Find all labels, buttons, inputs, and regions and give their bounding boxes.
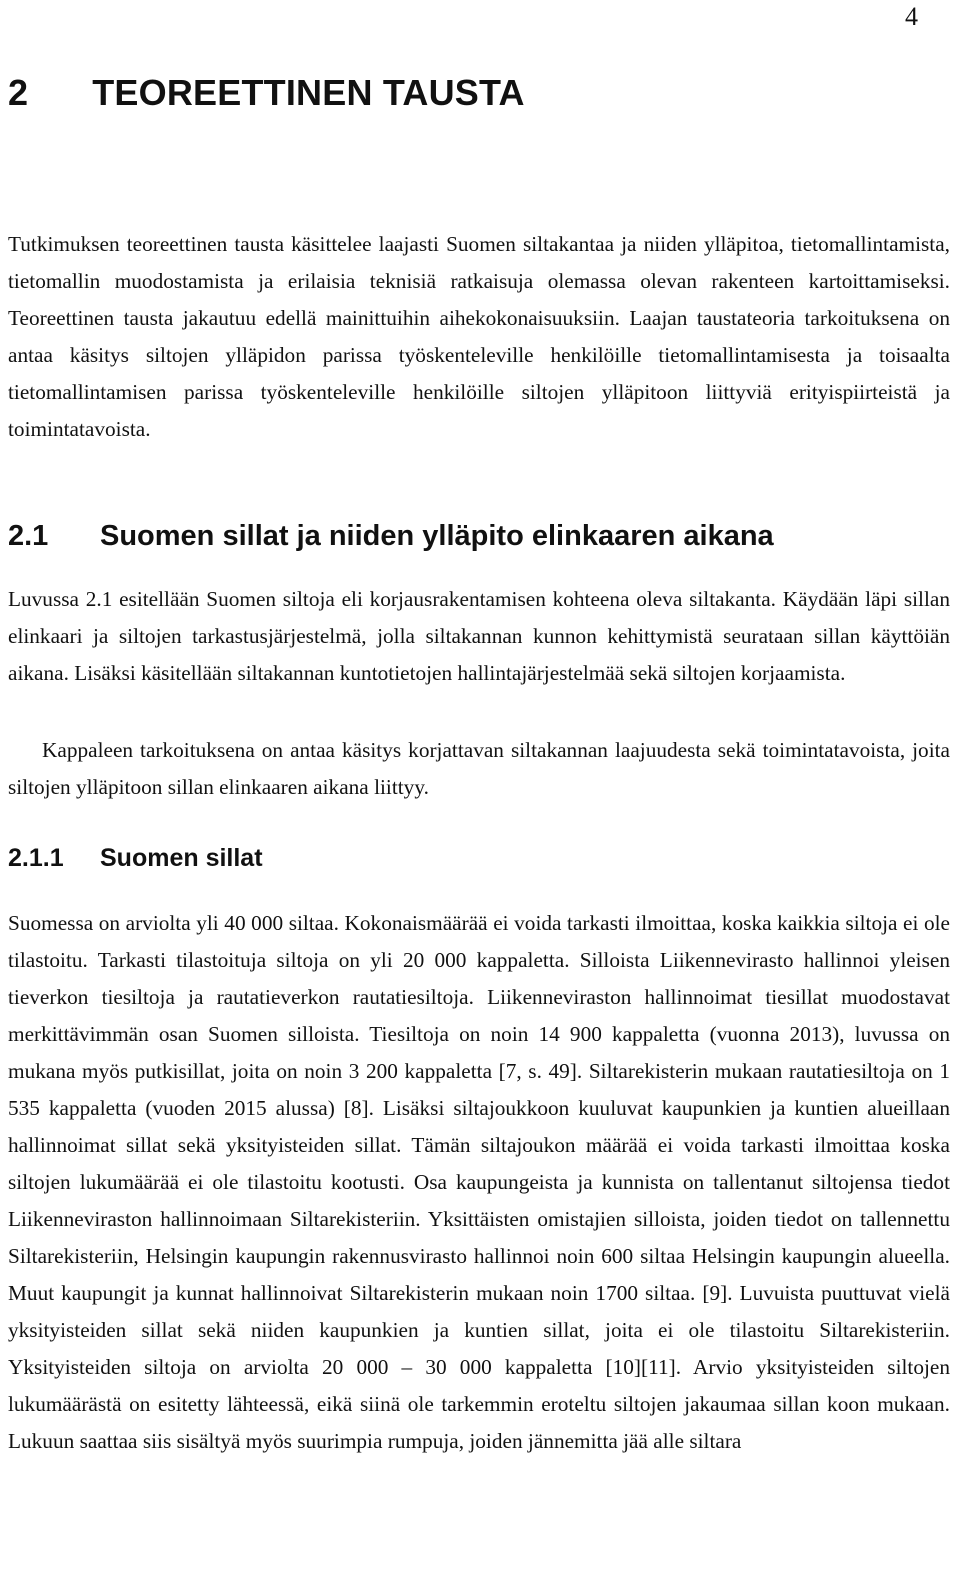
chapter-title: TEOREETTINEN TAUSTA [92, 72, 525, 113]
section-number: 2.1 [8, 520, 49, 552]
section-paragraph-1: Luvussa 2.1 esitellään Suomen siltoja eli korjausrakentamisen kohteena oleva siltakanta. Käydään läpi sillan elinkaari ja siltojen tarkastusjärjestelmä, jolla siltakannan kunnon kehittymistä seurataan sillan käyttöiän aikana. Lisäksi käsitellään siltakannan kuntotietojen hallintajärjestelmää sekä siltojen korjaamista. [8, 587, 950, 685]
section-heading [8, 520, 774, 553]
page-number: 4 [905, 2, 918, 31]
subsection-paragraph: Suomessa on arviolta yli 40 000 siltaa. Kokonaismäärää ei voida tarkasti ilmoittaa, koska kaikkia siltoja ei ole tilastoitu. Tarkasti tilastoituja siltoja on yli 20 000 kappaletta. Silloista Liikennevirasto hallinnoi yleisen tieverkon tiesiltoja ja rautatieverkon rautatiesiltoja. Liikenneviraston hallinnoimat tiesillat muodostavat merkittävimmän osan Suomen silloista. Tiesiltoja on noin 14 900 kappaletta (vuonna 2013), luvussa on mukana myös putkisillat, joita on noin 3 200 kappaletta [7, s. 49]. Siltarekisterin mukaan rautatiesiltoja on 1 535 kappaletta (vuoden 2015 alussa) [8]. Lisäksi siltajoukkoon kuuluvat kaupunkien ja kuntien alueillaan hallinnoimat sillat sekä yksityisteiden sillat. Tämän siltajoukon määrää ei voida tarkasti ilmoittaa koska siltojen lukumäärää ei ole tilastoitu kootusti. Osa kaupungeista ja kunnista on tallentanut siltojensa tiedot Liikenneviraston hallinnoimaan Siltarekisteriin. Yksittäisten omistajien silloista, joiden tiedot on tallennettu Siltarekisteriin, Helsingin kaupungin rakennusvirasto hallinnoi noin 600 siltaa Helsingin kaupungin alueella. Muut kaupungit ja kunnat hallinnoivat Siltarekisterin mukaan noin 1700 siltaa. [9]. Luvuista puuttuvat vielä yksityisteiden sillat sekä niiden kaupunkien ja kuntien sillat, joita ei ole tilastoitu Siltarekisteriin. Yksityisteiden siltoja on arviolta 20 000 – 30 000 kappaletta [10][11]. Arvio yksityisteiden siltojen lukumäärästä on esitetty lähteessä, eikä siinä ole tarkemmin eroteltu siltojen jakaumaa sillan koon mukaan. Lukuun saattaa siis sisältyä myös suurimpia rumpuja, joiden jännemitta jää alle siltara [8, 911, 950, 1453]
section-title: Suomen sillat ja niiden ylläpito elinkaaren aikana [100, 520, 774, 552]
chapter-heading [8, 72, 525, 114]
intro-paragraph: Tutkimuksen teoreettinen tausta käsittelee laajasti Suomen siltakantaa ja niiden ylläpitoa, tietomallintamista, tietomallin muodostamista ja erilaisia teknisiä ratkaisuja olemassa olevan rakenteen kartoittamiseksi. Teoreettinen tausta jakautuu edellä mainittuihin aihekokonaisuuksiin. Laajan taustateoria tarkoituksena on antaa käsitys siltojen ylläpidon parissa työskenteleville henkilöille tietomallintamisesta ja toisaalta tietomallintamisen parissa työskenteleville henkilöille siltojen ylläpitoon liittyviä erityispiirteistä ja toimintatavoista. [8, 232, 950, 441]
subsection-title: Suomen sillat [100, 844, 263, 872]
chapter-number: 2 [8, 72, 29, 113]
section-paragraph-2: Kappaleen tarkoituksena on antaa käsitys korjattavan siltakannan laajuudesta sekä toimintatavoista, joita siltojen ylläpitoon sillan elinkaaren aikana liittyy. [8, 738, 950, 799]
subsection-heading [8, 844, 263, 873]
subsection-number: 2.1.1 [8, 844, 64, 872]
